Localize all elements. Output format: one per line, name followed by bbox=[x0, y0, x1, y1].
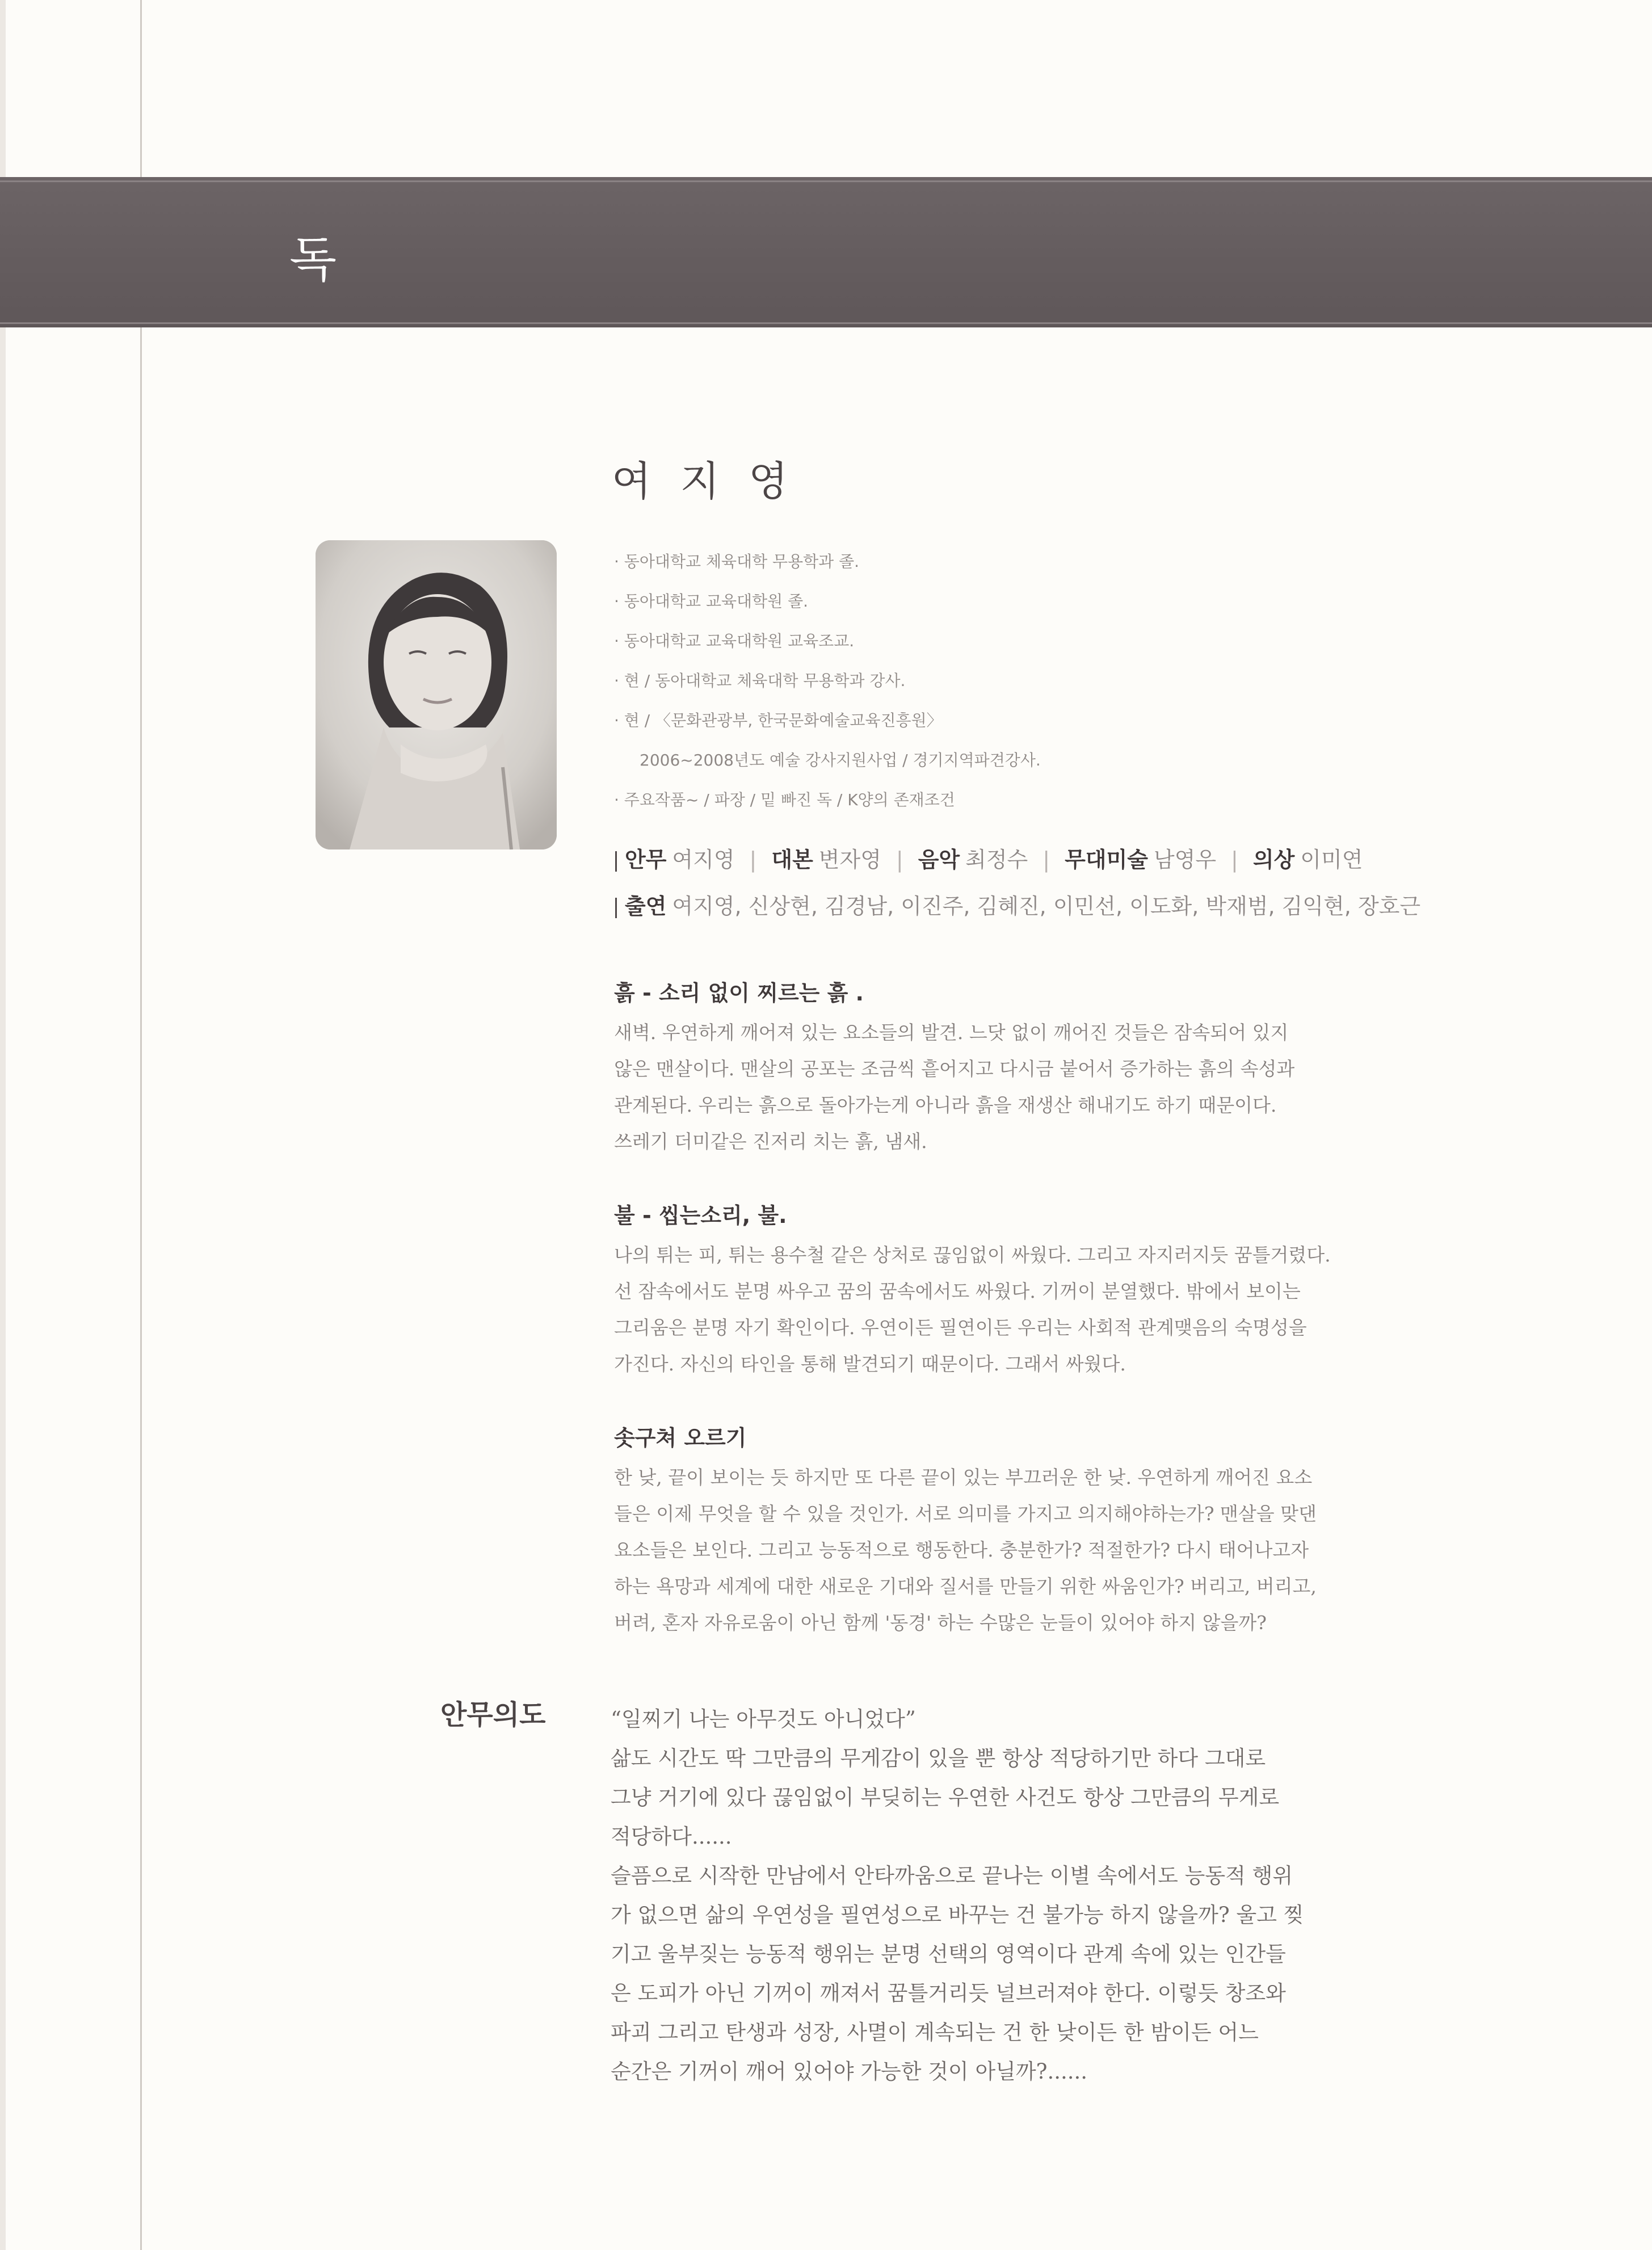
section-line: 요소들은 보인다. 그리고 능동적으로 행동한다. 충분한가? 적절한가? 다시 태어나고자 bbox=[614, 1538, 1309, 1561]
credit-name: 여지영 bbox=[672, 847, 735, 872]
section-line: 관계된다. 우리는 흙으로 돌아가는게 아니라 흙을 재생산 해내기도 하기 때문이다. bbox=[614, 1094, 1277, 1116]
section-line: 쓰레기 더미같은 진저리 치는 흙, 냄새. bbox=[614, 1130, 927, 1153]
credit-name: 변자영 bbox=[818, 847, 881, 872]
credit-separator: | bbox=[749, 847, 757, 872]
cast-names: 여지영, 신상현, 김경남, 이진주, 김혜진, 이민선, 이도화, 박재범, 김익현, 장호근 bbox=[672, 894, 1421, 919]
section-line: 한 낮, 끝이 보이는 듯 하지만 또 다른 끝이 있는 부끄러운 한 낮. 우연하게 깨어진 요소 bbox=[614, 1466, 1313, 1488]
credit-name: 남영우 bbox=[1153, 847, 1217, 872]
bio-line: · 동아대학교 체육대학 무용학과 졸. bbox=[614, 552, 860, 571]
intent-line: 파괴 그리고 탄생과 성장, 사멸이 계속되는 건 한 낮이든 한 밤이든 어느 bbox=[611, 2020, 1259, 2045]
credit-row-cast bbox=[615, 883, 1444, 930]
bio-list bbox=[614, 542, 1437, 820]
section-line: 않은 맨살이다. 맨살의 공포는 조금씩 흩어지고 다시금 붙어서 증가하는 흙의 속성과 bbox=[614, 1057, 1295, 1080]
portrait-image bbox=[316, 540, 557, 849]
section-line: 버려, 혼자 자유로움이 아닌 함께 '동경' 하는 수많은 눈들이 있어야 하지 않을까? bbox=[614, 1611, 1267, 1634]
section-line: 하는 욕망과 세계에 대한 새로운 기대와 질서를 만들기 위한 싸움인가? 버리고, 버리고, bbox=[614, 1575, 1317, 1597]
spine-line bbox=[140, 0, 142, 2250]
bio-line: · 동아대학교 교육대학원 교육조교. bbox=[614, 632, 855, 650]
credit-role: 무대미술 bbox=[1065, 847, 1148, 872]
section-heading: 흙 - 소리 없이 찌르는 흙 . bbox=[614, 981, 864, 1006]
credit-role: 의상 bbox=[1252, 847, 1295, 872]
bio-line: · 현 / 동아대학교 체육대학 무용학과 강사. bbox=[614, 671, 906, 690]
page-edge bbox=[0, 0, 6, 2250]
bio-line: · 주요작품~ / 파장 / 밑 빠진 독 / K양의 존재조건 bbox=[614, 790, 955, 809]
intent-line: “일찌기 나는 아무것도 아니었다” bbox=[611, 1707, 916, 1731]
intent-line: 그냥 거기에 있다 끊임없이 부딪히는 우연한 사건도 항상 그만큼의 무게로 bbox=[611, 1785, 1280, 1810]
credit-name: 이미연 bbox=[1300, 847, 1363, 872]
intent-heading: 안무의도 bbox=[440, 1699, 546, 1731]
intent-line: 가 없으면 삶의 우연성을 필연성으로 바꾸는 건 불가능 하지 않을까? 울고 찢 bbox=[611, 1903, 1304, 1927]
section-heading: 불 - 씹는소리, 불. bbox=[614, 1203, 787, 1228]
credit-separator: | bbox=[896, 847, 903, 872]
section-line: 선 잠속에서도 분명 싸우고 꿈의 꿈속에서도 싸웠다. 기꺼이 분열했다. 밖에서 보이는 bbox=[614, 1280, 1301, 1302]
credit-bar bbox=[615, 851, 617, 872]
bio-line: 2006~2008년도 예술 강사지원사업 / 경기지역파견강사. bbox=[640, 751, 1041, 769]
title-band bbox=[0, 177, 1652, 327]
intent-line: 순간은 기꺼이 깨어 있어야 가능한 것이 아닐까?...... bbox=[611, 2059, 1088, 2084]
credit-name: 최정수 bbox=[965, 847, 1028, 872]
intent-line: 삶도 시간도 딱 그만큼의 무게감이 있을 뿐 항상 적당하기만 하다 그대로 bbox=[611, 1746, 1266, 1770]
section-line: 가진다. 자신의 타인을 통해 발견되기 때문이다. 그래서 싸웠다. bbox=[614, 1352, 1126, 1375]
band-top-rule bbox=[0, 180, 1652, 182]
section-fire bbox=[614, 1203, 1438, 1382]
intent-line: 은 도피가 아닌 기꺼이 깨져서 꿈틀거리듯 널브러져야 한다. 이렇듯 창조와 bbox=[611, 1981, 1286, 2005]
credit-role: 출연 bbox=[625, 894, 667, 919]
intent-line: 적당하다...... bbox=[611, 1824, 732, 1849]
section-text bbox=[614, 1015, 1438, 1160]
credit-bar bbox=[615, 898, 617, 918]
credit-role: 안무 bbox=[625, 847, 667, 872]
choreographer-name: 여 지 영 bbox=[612, 457, 796, 505]
intent-body bbox=[611, 1700, 1439, 2091]
credit-role: 음악 bbox=[918, 847, 960, 872]
section-line: 나의 튀는 피, 튀는 용수철 같은 상처로 끊임없이 싸웠다. 그리고 자지러지듯 꿈틀거렸다. bbox=[614, 1243, 1331, 1266]
credit-row-staff bbox=[615, 836, 1444, 883]
section-text bbox=[614, 1237, 1438, 1382]
section-line: 들은 이제 무엇을 할 수 있을 것인가. 서로 의미를 가지고 의지해야하는가? 맨살을 맞댄 bbox=[614, 1502, 1317, 1525]
credits bbox=[615, 836, 1444, 930]
section-text bbox=[614, 1460, 1438, 1641]
section-line: 새벽. 우연하게 깨어져 있는 요소들의 발견. 느닷 없이 깨어진 것들은 잠속되어 있지 bbox=[614, 1021, 1289, 1044]
section-line: 그리움은 분명 자기 확인이다. 우연이든 필연이든 우리는 사회적 관계맺음의 숙명성을 bbox=[614, 1316, 1307, 1339]
intent-line: 기고 울부짖는 능동적 행위는 분명 선택의 영역이다 관계 속에 있는 인간들 bbox=[611, 1942, 1286, 1966]
portrait-photo bbox=[316, 540, 557, 849]
bio-line: · 동아대학교 교육대학원 졸. bbox=[614, 592, 809, 611]
credit-separator: | bbox=[1043, 847, 1050, 872]
band-bottom-rule bbox=[0, 322, 1652, 324]
band-title: 독 bbox=[289, 232, 338, 288]
credit-role: 대본 bbox=[771, 847, 813, 872]
section-rise bbox=[614, 1425, 1438, 1641]
intent-line: 슬픔으로 시작한 만남에서 안타까움으로 끝나는 이별 속에서도 능동적 행위 bbox=[611, 1864, 1293, 1888]
section-earth bbox=[614, 981, 1438, 1160]
bio-line: · 현 / 〈문화관광부, 한국문화예술교육진흥원〉 bbox=[614, 711, 943, 730]
credit-separator: | bbox=[1231, 847, 1238, 872]
section-heading: 솟구쳐 오르기 bbox=[614, 1425, 747, 1450]
